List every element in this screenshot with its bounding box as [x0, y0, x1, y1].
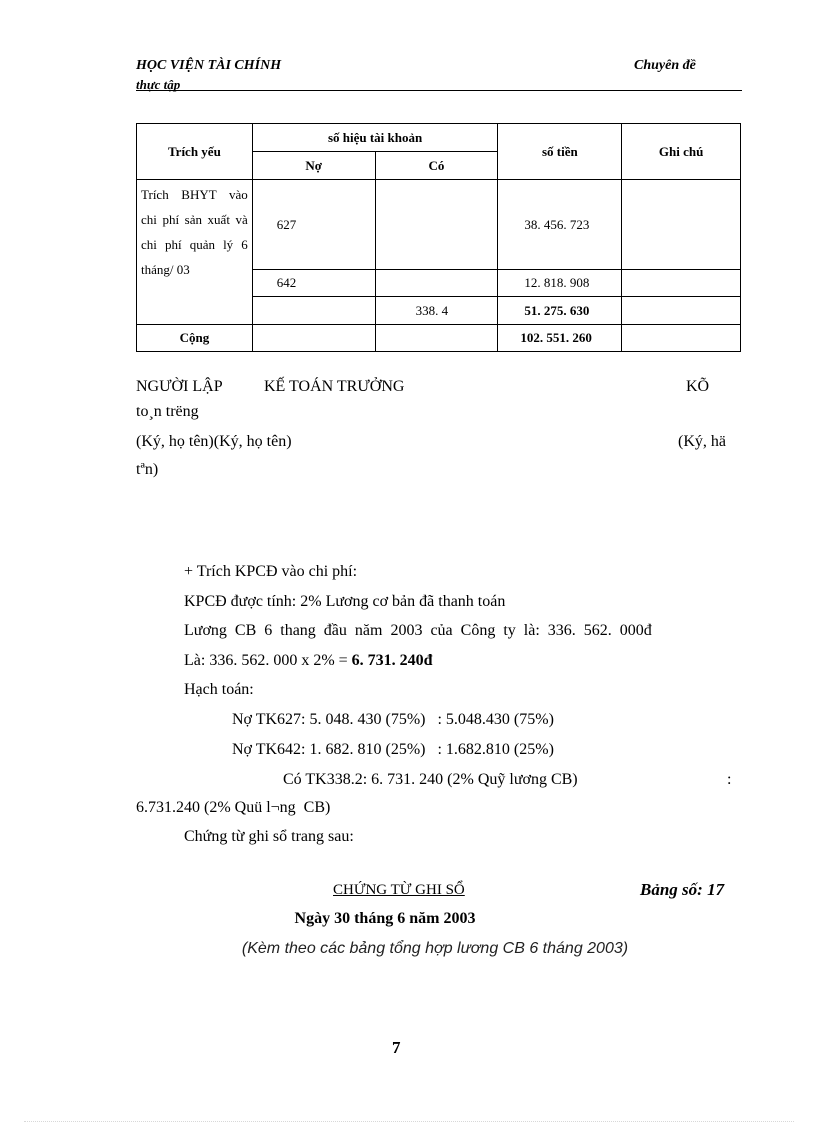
accounting-table — [136, 123, 741, 352]
body-line-4-amount: 6. 731. 240đ — [351, 652, 433, 669]
body-line-4 — [184, 652, 433, 670]
row-description: Trích BHYT vào chi phí sản xuất và chi phí quản lý 6 tháng/ 03 — [137, 180, 253, 325]
sig-sign-left: (Ký, họ tên)(Ký, họ tên) — [136, 433, 292, 450]
col-co: Có — [375, 152, 498, 180]
table-row — [137, 180, 741, 270]
row-amount: 38. 456. 723 — [498, 180, 622, 270]
body-line-2: KPCĐ được tính: 2% Lương cơ bản đã thanh toán — [184, 593, 506, 610]
row-no — [252, 297, 375, 325]
header-school-cont: thực tập — [136, 77, 181, 92]
sig-sign-right: (Ký, hä — [678, 433, 726, 450]
voucher-note: (Kèm theo các bảng tổng hợp lương CB 6 tháng 2003) — [241, 940, 629, 957]
table-total-row — [137, 325, 741, 352]
body-line-9: 6.731.240 (2% Quü l¬ng CB) — [136, 799, 331, 816]
total-amount: 102. 551. 260 — [498, 325, 622, 352]
sig-line4: tªn) — [136, 461, 159, 478]
col-ghi-chu: Ghi chú — [622, 124, 741, 180]
voucher-bang-so: Bảng số: 17 — [640, 880, 725, 899]
body-line-10: Chứng từ ghi sổ trang sau: — [184, 828, 354, 845]
header-right: Chuyên đề — [634, 58, 696, 73]
total-co — [375, 325, 498, 352]
body-line-6: Nợ TK627: 5. 048. 430 (75%) : 5.048.430 (75%) — [232, 711, 554, 728]
row-co: 338. 4 — [375, 297, 498, 325]
col-so-hieu: số hiệu tài khoản — [252, 124, 498, 152]
header-school: HỌC VIỆN TÀI CHÍNH — [136, 58, 282, 73]
row-ghi-chu — [622, 180, 741, 270]
sig-right-garbled: KÕ — [686, 378, 710, 395]
body-line-8-colon: : — [727, 771, 732, 788]
row-amount: 51. 275. 630 — [498, 297, 622, 325]
body-line-7: Nợ TK642: 1. 682. 810 (25%) : 1.682.810 (25%) — [232, 741, 554, 758]
body-line-8: Có TK338.2: 6. 731. 240 (2% Quỹ lương CB) — [283, 771, 578, 788]
col-so-tien: số tiền — [498, 124, 622, 180]
body-line-3: Lương CB 6 thang đầu năm 2003 của Công ty là: 336. 562. 000đ — [184, 622, 652, 639]
row-no: 642 — [252, 270, 375, 297]
row-no: 627 — [252, 180, 375, 270]
row-ghi-chu — [622, 270, 741, 297]
voucher-date: Ngày 30 tháng 6 năm 2003 — [294, 910, 476, 927]
total-no — [252, 325, 375, 352]
page-number: 7 — [392, 1038, 401, 1057]
row-co — [375, 270, 498, 297]
header-rule — [136, 90, 742, 91]
body-line-1: + Trích KPCĐ vào chi phí: — [184, 563, 358, 580]
sig-line2: to¸n trëng — [136, 403, 199, 420]
body-line-5: Hạch toán: — [184, 681, 254, 698]
sig-nguoi-lap: NGƯỜI LẬP — [136, 378, 223, 395]
page-bottom-rule — [24, 1121, 794, 1122]
sig-ke-toan-truong: KẾ TOÁN TRƯỞNG — [264, 378, 405, 395]
row-co — [375, 180, 498, 270]
total-label: Cộng — [137, 325, 253, 352]
total-ghi-chu — [622, 325, 741, 352]
row-amount: 12. 818. 908 — [498, 270, 622, 297]
voucher-title: CHỨNG TỪ GHI SỔ — [333, 882, 465, 898]
col-trich-yeu: Trích yếu — [137, 124, 253, 180]
body-line-4-text: Là: 336. 562. 000 x 2% = — [184, 652, 352, 669]
row-ghi-chu — [622, 297, 741, 325]
col-no: Nợ — [252, 152, 375, 180]
